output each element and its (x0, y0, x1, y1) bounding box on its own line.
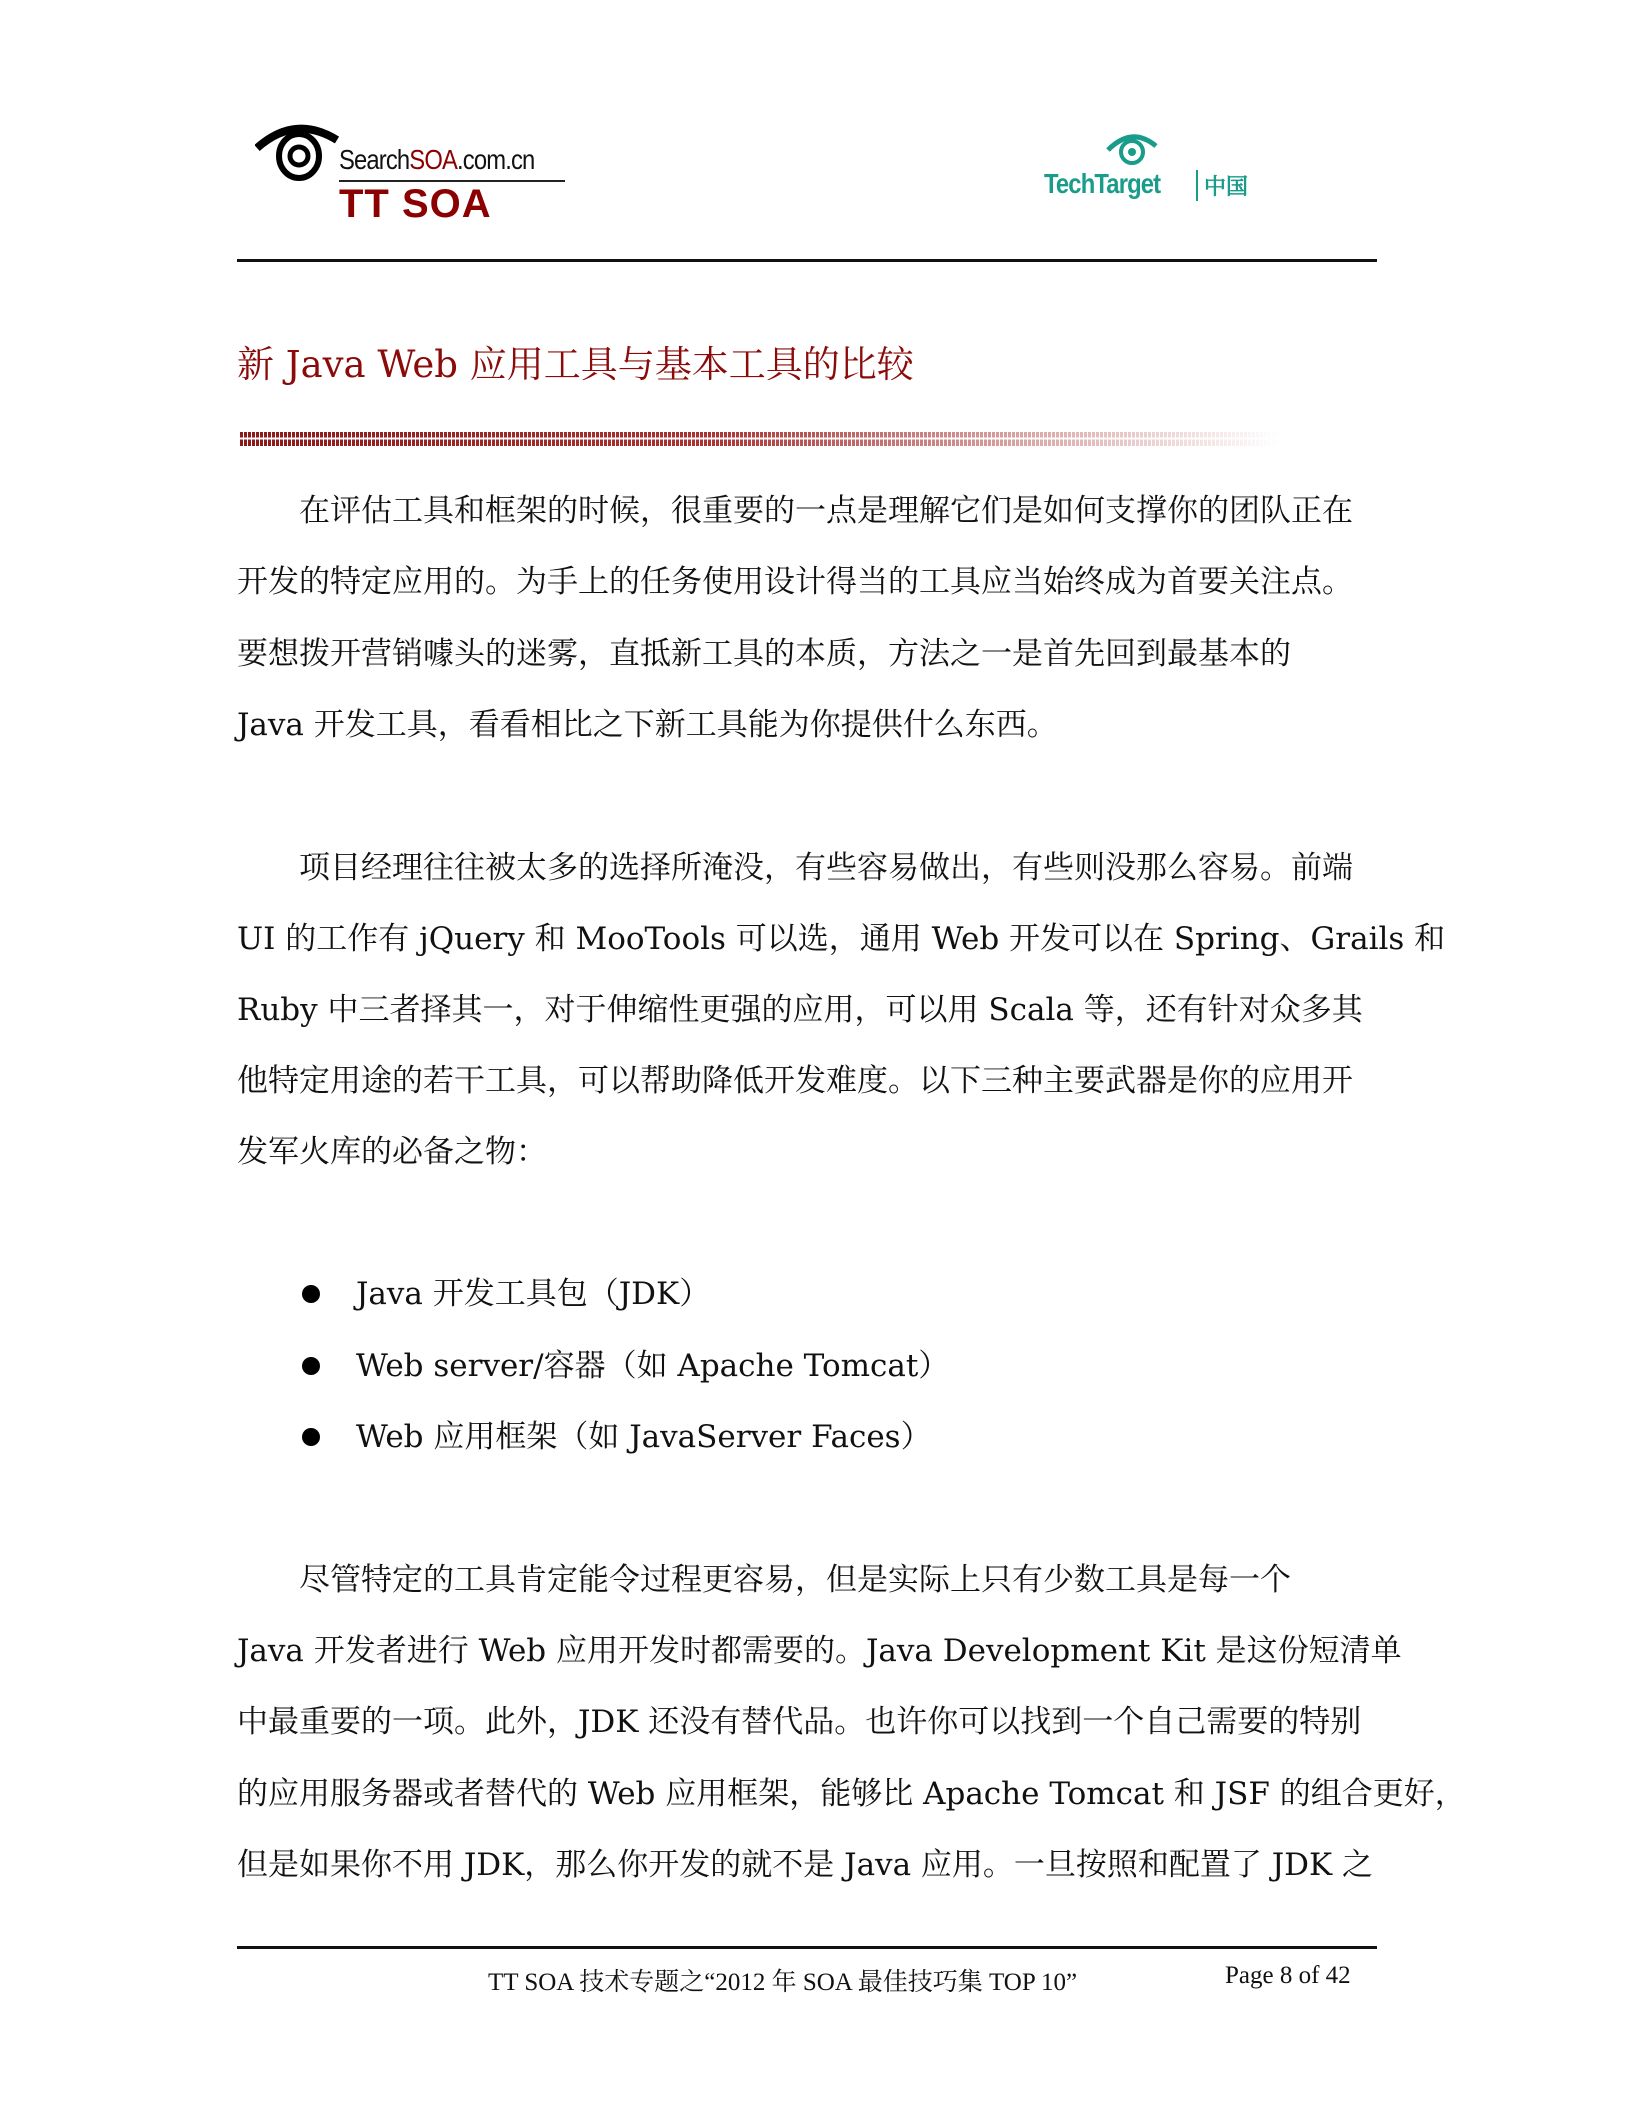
page-title: 新 Java Web 应用工具与基本工具的比较 (237, 343, 914, 386)
page-number: Page 8 of 42 (1225, 1962, 1351, 1989)
text-line: 项目经理往往被太多的选择所淹没，有些容易做出，有些则没那么容易。前端 (237, 850, 1353, 886)
text-line: Java 开发者进行 Web 应用开发时都需要的。Java Development Kit 是这份短清单 (237, 1633, 1402, 1669)
footer-doc-title: TT SOA 技术专题之“2012 年 SOA 最佳技巧集 TOP 10” (488, 1969, 1078, 1996)
text-line: 尽管特定的工具肯定能令过程更容易，但是实际上只有少数工具是每一个 (237, 1562, 1291, 1598)
techtarget-name: TechTarget (1044, 168, 1161, 199)
list-item: Java 开发工具包（JDK） (356, 1276, 711, 1312)
text-line: 他特定用途的若干工具，可以帮助降低开发难度。以下三种主要武器是你的应用开 (237, 1063, 1353, 1099)
footer-rule (237, 1946, 1377, 1949)
eye-icon (255, 122, 345, 182)
decorative-dashed-bar (240, 432, 1280, 446)
text-line: 要想拨开营销噱头的迷雾，直抵新工具的本质，方法之一是首先回到最基本的 (237, 636, 1291, 672)
eye-icon (1102, 130, 1162, 170)
text-line: 中最重要的一项。此外，JDK 还没有替代品。也许你可以找到一个自己需要的特别 (237, 1704, 1362, 1740)
searchsoa-logo (255, 122, 575, 232)
text-line: 开发的特定应用的。为手上的任务使用设计得当的工具应当始终成为首要关注点。 (237, 564, 1353, 600)
list-item: Web server/容器（如 Apache Tomcat） (356, 1348, 950, 1384)
techtarget-logo (1040, 130, 1260, 210)
text-line: Java 开发工具，看看相比之下新工具能为你提供什么东西。 (237, 707, 1058, 743)
bullet-icon (302, 1428, 320, 1446)
bullet-icon (302, 1357, 320, 1375)
brand-name: TT SOA (339, 182, 492, 226)
text-line: 在评估工具和框架的时候，很重要的一点是理解它们是如何支撑你的团队正在 (237, 493, 1353, 529)
site-name: SearchSOA.com.cn (339, 144, 535, 175)
text-line: 的应用服务器或者替代的 Web 应用框架，能够比 Apache Tomcat 和 JSF 的组合更好， (237, 1776, 1466, 1812)
text-line: Ruby 中三者择其一，对于伸缩性更强的应用，可以用 Scala 等，还有针对众多其 (237, 992, 1363, 1028)
bullet-icon (302, 1285, 320, 1303)
techtarget-region: 中国 (1196, 170, 1248, 201)
text-line: 发军火库的必备之物： (237, 1134, 547, 1170)
list-item: Web 应用框架（如 JavaServer Faces） (356, 1419, 932, 1455)
text-line: 但是如果你不用 JDK，那么你开发的就不是 Java 应用。一旦按照和配置了 JDK 之 (237, 1847, 1374, 1883)
text-line: UI 的工作有 jQuery 和 MooTools 可以选，通用 Web 开发可以在 Spring、Grails 和 (237, 921, 1446, 957)
header-rule (237, 259, 1377, 262)
